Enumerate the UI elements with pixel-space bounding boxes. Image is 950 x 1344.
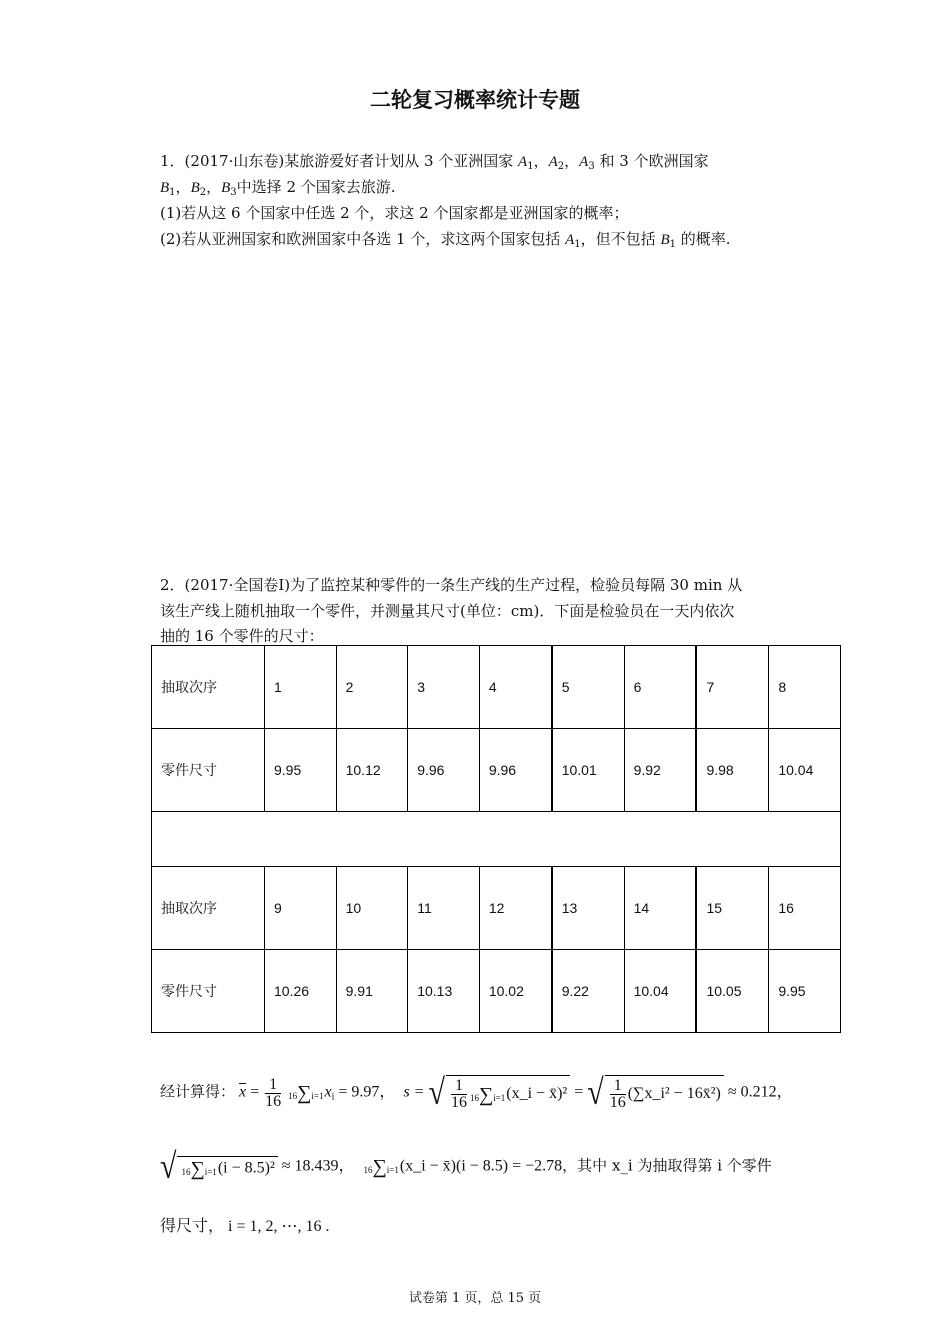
table-cell: 3 — [408, 646, 480, 729]
table-cell: 1 — [265, 646, 337, 729]
table-cell: 15 — [696, 867, 768, 950]
table-cell: 10.05 — [696, 950, 768, 1033]
table-cell: 9.98 — [696, 729, 768, 812]
measurement-table — [151, 645, 841, 1033]
table-cell: 9.95 — [769, 950, 841, 1033]
formula-line-3: 得尺寸， i = 1, 2, ⋯, 16 . — [160, 1218, 330, 1235]
table-cell: 9.95 — [265, 729, 337, 812]
q1-part-2: (2)若从亚洲国家和欧洲国家中各选 1 个，求这两个国家包括 $A_1$，但不包括 $B_1$ 的概率. — [160, 230, 731, 250]
q2-line-2: 该生产线上随机抽取一个零件，并测量其尺寸(单位：cm)．下面是检验员在一天内依次 — [160, 602, 735, 620]
q1-part-1: (1)若从这 6 个国家中任选 2 个，求这 2 个国家都是亚洲国家的概率； — [160, 204, 629, 222]
table-cell: 10.26 — [265, 950, 337, 1033]
table-spacer-cell — [152, 812, 841, 867]
table-row — [152, 646, 841, 729]
table-cell: 10.01 — [552, 729, 624, 812]
q2-line-3: 抽的 16 个零件的尺寸： — [160, 627, 324, 645]
table-cell: 2 — [336, 646, 408, 729]
table-cell: 9 — [265, 867, 337, 950]
table-cell: 10.02 — [479, 950, 551, 1033]
table-spacer-row — [152, 812, 841, 867]
table-cell: 10 — [336, 867, 408, 950]
q1-line-2: $B_1$，$B_2$，$B_3$中选择 2 个国家去旅游. — [160, 178, 396, 198]
table-cell: 13 — [552, 867, 624, 950]
table-cell: 16 — [769, 867, 841, 950]
table-row — [152, 950, 841, 1033]
table-cell: 5 — [552, 646, 624, 729]
table-cell: 12 — [479, 867, 551, 950]
q1-line-1: 1．(2017·山东卷)某旅游爱好者计划从 3 个亚洲国家 $A_1$，$A_2$，$A_3$ 和 3 个欧洲国家 — [160, 152, 709, 172]
table-row — [152, 729, 841, 812]
table-cell: 9.91 — [336, 950, 408, 1033]
page-footer: 试卷第 1 页，总 15 页 — [408, 1291, 542, 1306]
table-cell: 抽取次序 — [152, 867, 265, 950]
page-title: 二轮复习概率统计专题 — [370, 88, 580, 112]
table-cell: 9.96 — [408, 729, 480, 812]
formula-line-2: √ 16∑i=1(i − 8.5)² ≈ 18.439， 16∑i=1(x_i − x̄)(i − 8.5) = −2.78，其中 x_i 为抽取得第 i 个零件 — [160, 1146, 772, 1187]
table-row — [152, 867, 841, 950]
table-cell: 10.13 — [408, 950, 480, 1033]
table-cell: 9.22 — [552, 950, 624, 1033]
fraction: $\frac{1}{16}$ — [265, 1075, 282, 1110]
table-cell: 零件尺寸 — [152, 729, 265, 812]
table-cell: 10.04 — [769, 729, 841, 812]
table-cell: 7 — [696, 646, 768, 729]
table-cell: 8 — [769, 646, 841, 729]
table-cell: 抽取次序 — [152, 646, 265, 729]
table-cell: 6 — [624, 646, 696, 729]
q2-line-1: 2．(2017·全国卷Ⅰ)为了监控某种零件的一条生产线的生产过程，检验员每隔 30 min 从 — [160, 576, 743, 594]
table-cell: 4 — [479, 646, 551, 729]
table-cell: 10.04 — [624, 950, 696, 1033]
formula-line-1: 经计算得： $\overline{x}$ = $\frac{1}{16}$ $16\sum i=1x_i = 9.97$， s = √ $\frac{1}{16}$ 16∑i=1(x_i − x̄)² = √ $\frac{1}{16}$ (∑x_i² − 16x̄²) ≈ 0.212， — [160, 1072, 793, 1113]
table-cell: 11 — [408, 867, 480, 950]
table-cell: 9.92 — [624, 729, 696, 812]
table-cell: 零件尺寸 — [152, 950, 265, 1033]
sum-symbol: 16∑i=1 — [288, 1082, 324, 1104]
table-cell: 14 — [624, 867, 696, 950]
table-cell: 9.96 — [479, 729, 551, 812]
table-cell: 10.12 — [336, 729, 408, 812]
